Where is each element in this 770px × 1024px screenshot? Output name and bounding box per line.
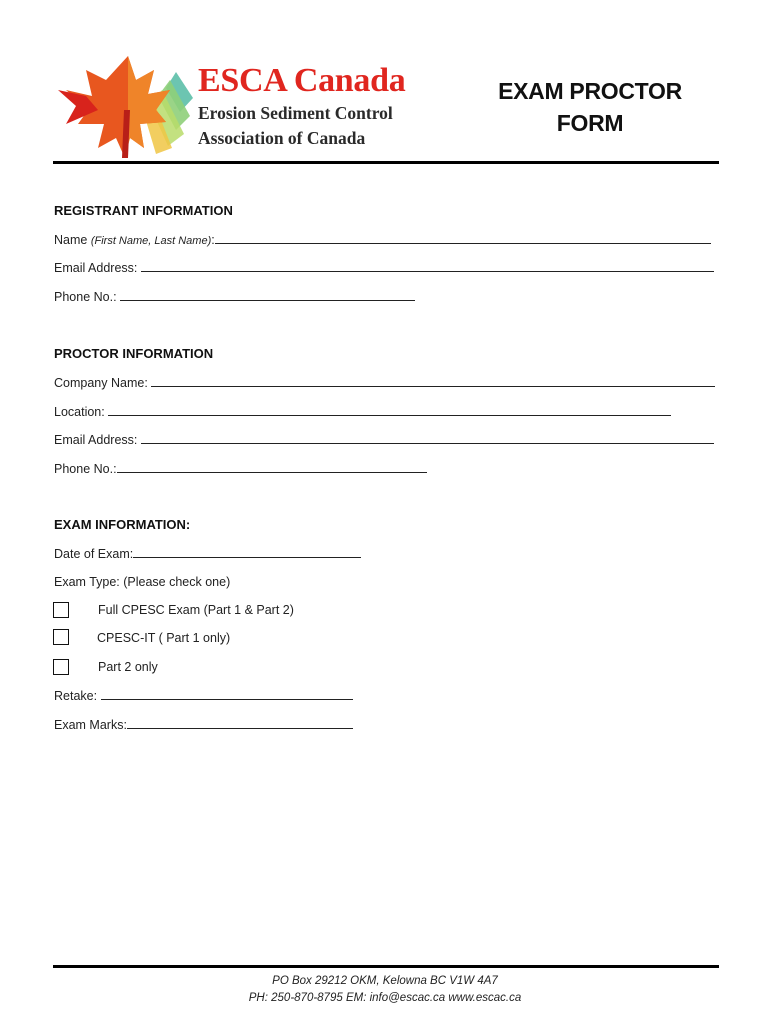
exam-type-option-1-checkbox[interactable]: [53, 602, 69, 618]
registrant-name-colon: :: [211, 233, 215, 247]
proctor-phone-row[interactable]: [54, 461, 427, 477]
footer-address: PO Box 29212 OKM, Kelowna BC V1W 4A7: [272, 975, 498, 987]
registrant-email-field[interactable]: [141, 260, 714, 272]
exam-type-option-3-checkbox[interactable]: [53, 659, 69, 675]
proctor-email-label: Email Address:: [54, 433, 138, 447]
exam-date-field[interactable]: [133, 546, 361, 558]
form-title-line-1: EXAM PROCTOR: [498, 78, 682, 104]
brand-subtitle: [198, 101, 393, 151]
brand-subtitle-line-2: Association of Canada: [198, 128, 366, 148]
proctor-email-row[interactable]: [54, 432, 714, 448]
proctor-section-title: PROCTOR INFORMATION: [54, 346, 214, 361]
proctor-phone-field[interactable]: [117, 461, 427, 473]
exam-type-option-2-checkbox[interactable]: [53, 629, 69, 645]
exam-type-option-3-label: Part 2 only: [98, 660, 158, 674]
proctor-location-field[interactable]: [108, 404, 671, 416]
form-title: [480, 75, 700, 139]
proctor-location-label: Location:: [54, 405, 105, 419]
exam-type-option-1-label: Full CPESC Exam (Part 1 & Part 2): [98, 603, 294, 617]
proctor-company-row[interactable]: [54, 375, 715, 391]
exam-retake-field[interactable]: [101, 688, 353, 700]
brand-subtitle-line-1: Erosion Sediment Control: [198, 103, 393, 123]
registrant-name-hint: (First Name, Last Name): [90, 235, 212, 247]
registrant-name-label: Name: [54, 233, 88, 247]
proctor-company-label: Company Name:: [54, 376, 148, 390]
header-divider: [53, 161, 719, 164]
brand-name: ESCA Canada: [198, 62, 406, 99]
maple-leaf-logo-icon: [58, 50, 198, 158]
exam-retake-label: Retake:: [54, 689, 98, 703]
registrant-name-row[interactable]: [54, 232, 711, 249]
exam-marks-label: Exam Marks:: [54, 718, 127, 732]
exam-marks-row[interactable]: [54, 717, 353, 733]
registrant-phone-row[interactable]: [54, 289, 415, 305]
proctor-phone-label: Phone No.:: [54, 462, 117, 476]
proctor-email-field[interactable]: [141, 432, 714, 444]
registrant-phone-field[interactable]: [120, 289, 415, 301]
exam-date-label: Date of Exam:: [54, 547, 134, 561]
exam-type-option-2-label: CPESC-IT ( Part 1 only): [97, 631, 231, 645]
proctor-location-row[interactable]: [54, 404, 671, 420]
form-title-line-2: FORM: [556, 110, 624, 136]
exam-marks-field[interactable]: [127, 717, 353, 729]
registrant-name-field[interactable]: [215, 232, 711, 244]
registrant-email-label: Email Address:: [54, 261, 138, 275]
registrant-section-title: REGISTRANT INFORMATION: [54, 203, 233, 218]
exam-date-row[interactable]: [54, 546, 361, 562]
proctor-company-field[interactable]: [151, 375, 715, 387]
exam-type-label: Exam Type: (Please check one): [54, 575, 231, 589]
registrant-email-row[interactable]: [54, 260, 714, 276]
registrant-phone-label: Phone No.:: [54, 290, 117, 304]
footer-contact: PH: 250-870-8795 EM: info@escac.ca www.escac.ca: [248, 992, 522, 1004]
exam-retake-row[interactable]: [54, 688, 353, 704]
footer-divider: [53, 965, 719, 968]
exam-section-title: EXAM INFORMATION:: [54, 517, 191, 532]
